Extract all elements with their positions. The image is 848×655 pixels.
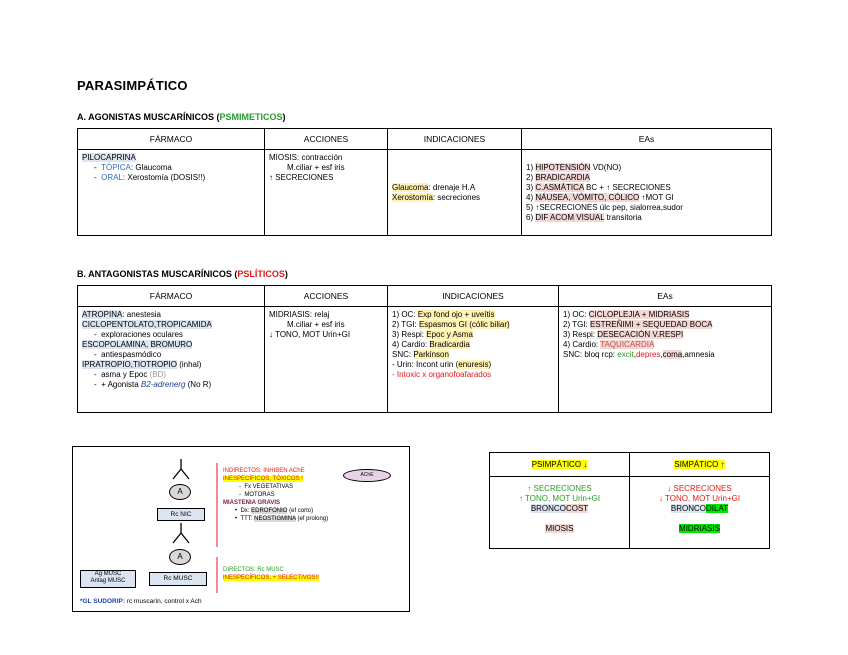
header-indicaciones: INDICACIONES	[388, 129, 522, 150]
ind-b-1-label: 1) OC:	[392, 310, 418, 319]
direct-block	[223, 566, 319, 582]
ttt-label: TTT:	[240, 516, 255, 522]
psimp-miosis: MIOSIS	[545, 524, 574, 533]
ache-oval: AChE	[343, 469, 391, 482]
ind-b-6-label: - Urin: Incont urin (	[392, 360, 459, 369]
footnote-text: rc muscarín, control x Ach	[125, 598, 202, 605]
ind-b-2: Espasmos GI (cólic biliar)	[418, 320, 510, 329]
text-oral: : Xerostomía (DOSIS!!)	[122, 173, 206, 182]
atropina-rest: : anestesia	[122, 310, 162, 319]
simp-bronco: BRONCO	[670, 504, 707, 513]
ea-b-5-comma2: ,	[660, 350, 663, 359]
footnote-label: *GL SUDORIP:	[80, 598, 126, 605]
ea-b-5-end: ,amnesia	[682, 350, 715, 359]
ind-b-7: - Intoxic x organofoafarados	[392, 370, 492, 379]
ea-a-4-rest: ↑MOT GI	[639, 192, 674, 202]
label-oral: ORAL	[101, 173, 123, 182]
ea-b-5-excit: excit	[617, 350, 634, 359]
header-psimpatico	[490, 453, 630, 477]
header-acciones-b: ACCIONES	[265, 286, 388, 307]
psimp-bronco: BRONCO	[530, 504, 566, 513]
cell-indicaciones-a	[388, 150, 522, 236]
section-b-suffix: )	[284, 269, 288, 279]
text-topica: : Glaucoma	[130, 163, 172, 172]
header-farmaco: FÁRMACO	[78, 129, 265, 150]
ea-b-5-label: SNC: bloq rcp:	[563, 350, 618, 359]
ea-a-5: 5) ↑SECRECIONES úlc pep, sialorrea,sudor	[526, 202, 683, 212]
directos-label: DIRECTOS: Rc MUSC	[223, 567, 284, 573]
iprat-sub2-rest: (No R)	[185, 380, 212, 389]
accion-b-1: MIDRIASIS: relaj	[269, 310, 330, 319]
antag-musc-label: Antag MUSC	[90, 578, 126, 584]
drug-pilocaprina: PILOCAPRINA	[82, 153, 136, 162]
footnote	[80, 598, 202, 605]
header-indicaciones-b: INDICACIONES	[388, 286, 559, 307]
indicacion-xerostomia: Xerostomía	[392, 192, 433, 202]
section-a-prefix: A. AGONISTAS MUSCARÍNICOS (	[77, 112, 220, 122]
simp-midriasis: MIDRIASIS	[679, 524, 720, 533]
neostigmina: NEOSTIGMINA	[254, 516, 296, 522]
ea-b-5-comma1: ,	[633, 350, 636, 359]
ind-b-5-label: SNC:	[392, 350, 414, 359]
ea-b-5-coma: coma	[662, 350, 683, 359]
iprat-sub1: asma y Epoc	[101, 370, 150, 379]
cell-indicaciones-b	[388, 307, 559, 413]
ea-b-4: TAQUICARDIA	[600, 340, 655, 349]
psimp-header-label: PSIMPÁTICO ↓	[531, 459, 588, 469]
ind-b-4: Bradicardia	[429, 340, 470, 349]
simp-tono: ↓ TONO, MOT Urin+GI	[658, 494, 741, 503]
rc-musc-box: Rc MUSC	[149, 572, 207, 586]
section-a-highlight: PSMIMETICOS	[219, 112, 283, 122]
ea-b-5-depres: depres	[635, 350, 661, 359]
psimp-cost: COST	[565, 504, 589, 513]
table-antagonistas	[77, 285, 772, 413]
ind-b-6: enuresis	[458, 360, 489, 369]
iprat-sub1-gray: (BD)	[149, 370, 167, 379]
header-eas-b: EAs	[559, 286, 772, 307]
ea-b-1-label: 1) OC:	[563, 310, 589, 319]
ind-b-5: Parkinson	[413, 350, 449, 359]
psimp-tono: ↑ TONO, MOT Urin+GI	[518, 494, 601, 503]
rc-nic-box: Rc NIC	[157, 508, 205, 521]
section-b-title	[77, 269, 288, 279]
cell-farmaco-b: ATROPINA: anestesia CICLOPENTOLATO,TROPICAMIDA - exploraciones oculares ESCOPOLAMINA, BROMURO - antiespasmódico IPRATROPIO,TIOTROPIO (inhal) - asma y Epoc (BD) - + Agonista B2-adrenerg (No R)	[78, 307, 265, 413]
ea-b-3-label: 3) Respi:	[563, 330, 598, 339]
accion-a-3: ↑ SECRECIONES	[269, 173, 334, 182]
inespecificos-label: INESPECÍFICOS, TÓXICOS !	[223, 476, 303, 482]
accion-b-3: ↓ TONO, MOT Urin+GI	[269, 330, 351, 339]
table-agonistas	[77, 128, 772, 236]
ea-a-2-num: 2)	[526, 172, 536, 182]
drug-ciclopentolato: CICLOPENTOLATO,TROPICAMIDA	[82, 320, 212, 329]
ea-a-2: BRADICARDIA	[535, 172, 591, 182]
section-b-highlight: PSLÍTICOS	[237, 269, 285, 279]
cell-farmaco-a: PILOCAPRINA - TÓPICA: Glaucoma - ORAL: Xerostomía (DOSIS!!)	[78, 150, 265, 236]
accion-b-2: M.ciliar + esf iris	[287, 320, 345, 329]
drug-atropina: ATROPINA	[82, 310, 123, 319]
indicacion-glaucoma-text: : drenaje H.A	[428, 182, 476, 192]
ea-b-2: ESTREÑIMI + SEQUEDAD BOCA	[589, 320, 713, 329]
iprat-rest: (inhal)	[176, 360, 202, 369]
label-topica: TÓPICA	[101, 163, 131, 172]
escopo-sub: antiespasmódico	[101, 350, 162, 359]
section-a-title	[77, 112, 286, 122]
motoras: MOTORAS	[244, 492, 275, 498]
ea-b-4-label: 4) Cardio:	[563, 340, 601, 349]
ea-a-4: NÁUSEA, VÓMITO, CÓLICO	[535, 192, 640, 202]
simp-dilat: DILAT	[706, 504, 729, 513]
ea-a-4-num: 4)	[526, 192, 536, 202]
ind-b-1: Exp fond ojo + uveítis	[417, 310, 495, 319]
ea-a-3-num: 3)	[526, 182, 536, 192]
ea-a-3-rest: BC + ↑ SECRECIONES	[583, 182, 671, 192]
ea-b-1: CICLOPLEJIA + MIDRIASIS	[588, 310, 690, 319]
header-farmaco-b: FÁRMACO	[78, 286, 265, 307]
page-title: PARASIMPÁTICO	[77, 78, 188, 93]
drug-escopolamina: ESCOPOLAMINA, BROMURO	[82, 340, 193, 349]
ea-a-1: HIPOTENSIÓN	[535, 162, 591, 172]
cell-eas-a	[522, 150, 772, 236]
ciclo-sub: exploraciones oculares	[101, 330, 183, 339]
cell-psimpatico	[490, 477, 630, 549]
simp-secreciones: ↓ SECRECIONES	[667, 484, 732, 493]
ind-b-6-end: )	[488, 360, 492, 369]
indicacion-xerostomia-text: : secreciones	[432, 192, 481, 202]
ag-antag-box	[80, 570, 136, 588]
drug-ipratropio: IPRATROPIO,TIOTROPIO	[82, 360, 177, 369]
fx-vegetativas: Fx VEGETATIVAS	[244, 484, 294, 490]
indirect-block: INDIRECTOS: INHIBEN AChE INESPECÍFICOS, TÓXICOS ! - Fx VEGETATIVAS - MOTORAS MIASTENIA GRAVIS • Dx: EDROFONIO (ef corto) • TTT: NEOSTIGMINA (ef prolong)	[223, 468, 329, 522]
comparison-table	[489, 452, 770, 549]
header-acciones: ACCIONES	[265, 129, 388, 150]
ea-b-2-label: 2) TGI:	[563, 320, 590, 329]
cell-acciones-b	[265, 307, 388, 413]
accion-a-2: M.ciliar + esf iris	[287, 163, 345, 172]
header-simpatico	[630, 453, 770, 477]
ea-b-3: DESECACIÓN V.RESPI	[597, 330, 684, 339]
ttt-rest: (ef prolong)	[295, 516, 329, 522]
inespecificos-selectivos: INESPECÍFICOS, + SELECTIVOS!!	[223, 575, 319, 581]
ea-a-3: C.ASMÁTICA	[535, 182, 584, 192]
ind-b-2-label: 2) TGI:	[392, 320, 419, 329]
ea-a-1-rest: VD(NO)	[590, 162, 622, 172]
indicacion-glaucoma: Glaucoma	[392, 182, 429, 192]
edrofonio: EDROFONIO	[251, 508, 288, 514]
section-a-suffix: )	[282, 112, 286, 122]
circle-acetylcholine-bottom: A	[169, 549, 191, 565]
header-eas: EAs	[522, 129, 772, 150]
ea-a-1-num: 1)	[526, 162, 536, 172]
receptor-diagram	[72, 446, 410, 612]
dx-label: Dx:	[240, 508, 252, 514]
psimp-secreciones: ↑ SECRECIONES	[527, 484, 592, 493]
ea-a-6: DIF ACOM VISUAL	[535, 212, 605, 222]
ind-b-3: Epoc y Asma	[426, 330, 473, 339]
ag-musc-label: Ag MUSC	[94, 571, 122, 577]
cell-simpatico	[630, 477, 770, 549]
ind-b-3-label: 3) Respi:	[392, 330, 427, 339]
dx-rest: (ef corto)	[287, 508, 314, 514]
section-b-prefix: B. ANTAGONISTAS MUSCARÍNICOS (	[77, 269, 238, 279]
iprat-sub2-blue: B2-adrenerg	[140, 380, 186, 389]
indirectos-label: INDIRECTOS: INHIBEN AChE	[223, 468, 305, 474]
circle-acetylcholine-top: A	[169, 484, 191, 500]
cell-eas-b	[559, 307, 772, 413]
ea-a-6-rest: transitoria	[604, 212, 642, 222]
ea-a-6-num: 6)	[526, 212, 536, 222]
iprat-sub2: + Agonista	[101, 380, 141, 389]
cell-acciones-a	[265, 150, 388, 236]
accion-a-1: MIOSIS: contracción	[269, 153, 343, 162]
simp-header-label: SIMPÁTICO ↑	[674, 459, 725, 469]
ind-b-4-label: 4) Cardio:	[392, 340, 430, 349]
miastenia-label: MIASTENIA GRAVIS	[223, 500, 281, 506]
